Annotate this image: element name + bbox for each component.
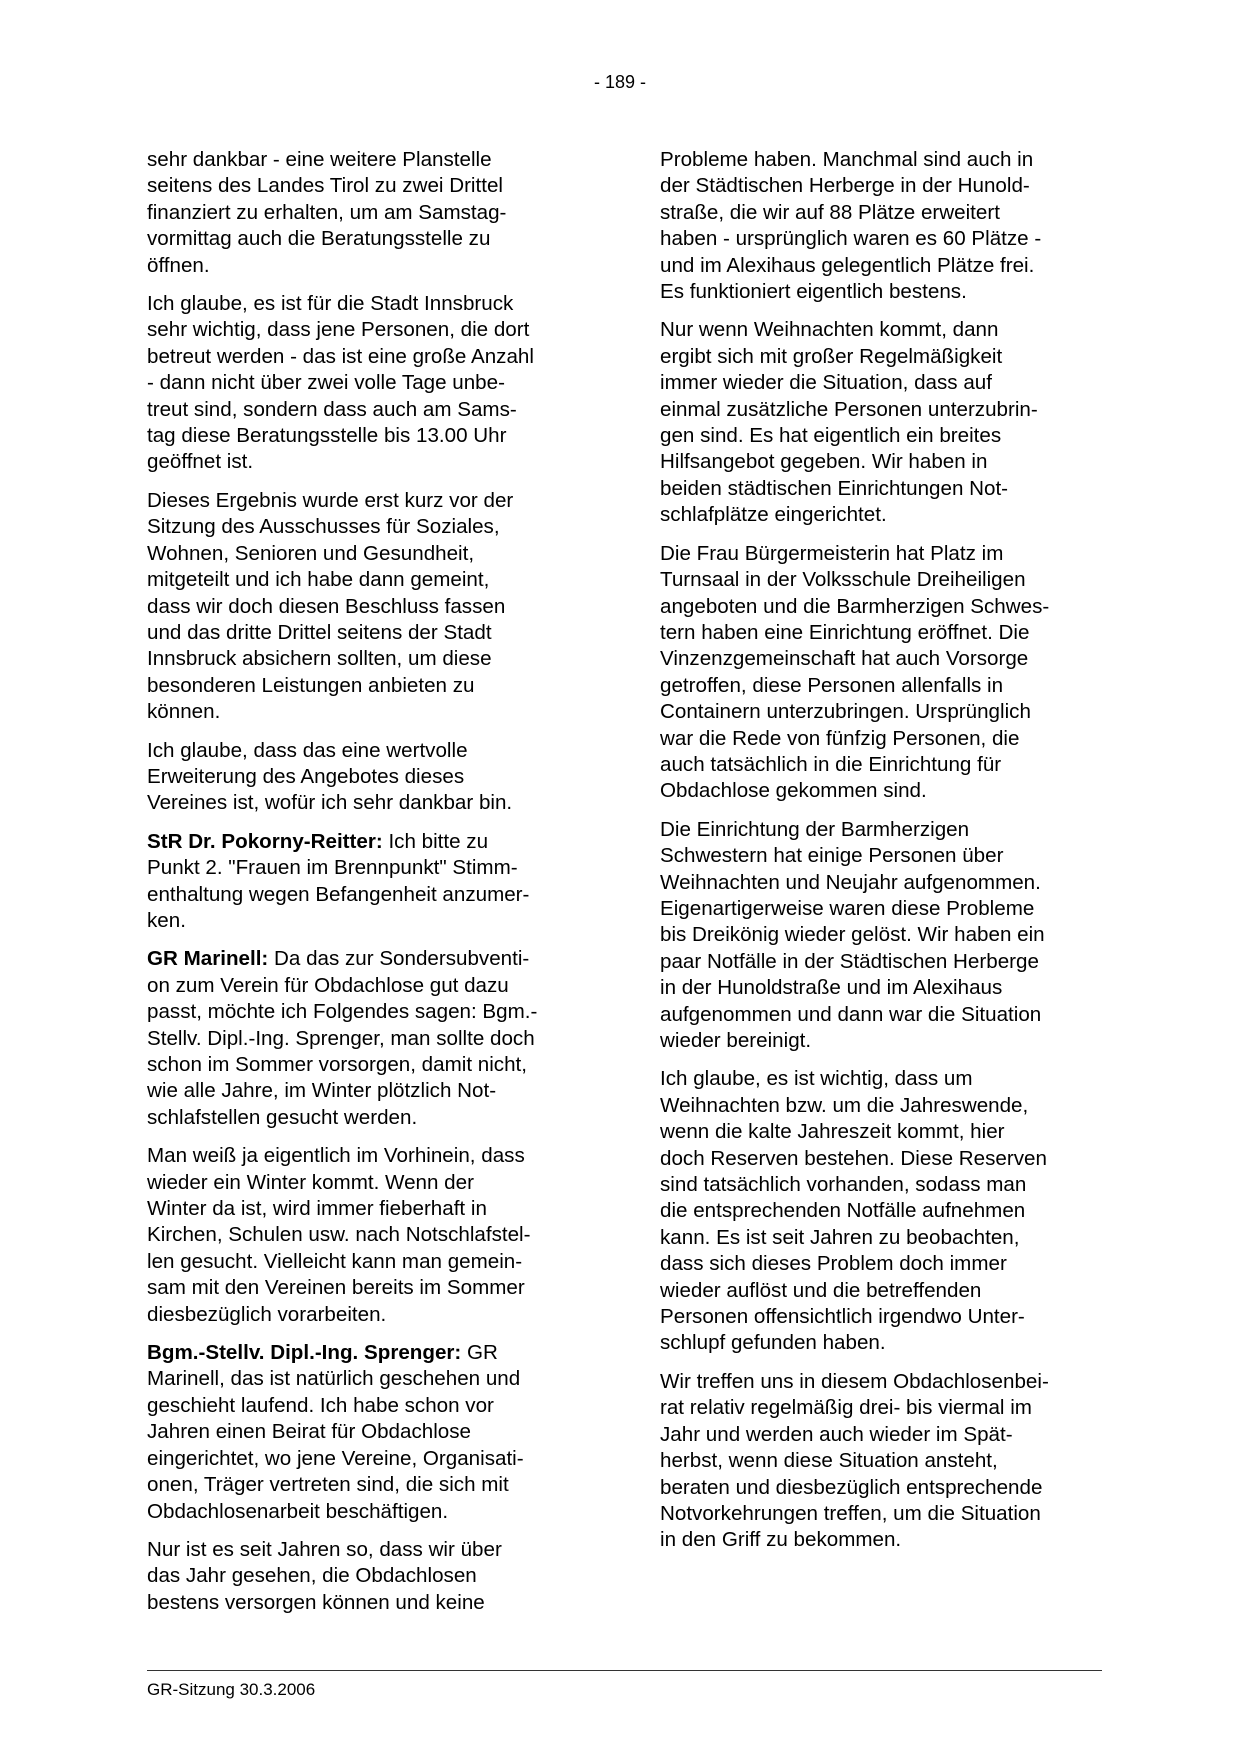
speaker-name: Bgm.-Stellv. Dipl.-Ing. Sprenger: bbox=[147, 1341, 462, 1365]
paragraph: Wir treffen uns in diesem Obdachlosenbei- rat relativ regelmäßig drei- bis viermal im Jahr und werden auch wieder im Spät- herbst, wenn diese Situation ansteht, beraten und diesbezüglich entsprechende Notvorkehrungen treffen, um die Situation in den Griff zu bekommen. bbox=[660, 1369, 1049, 1552]
speaker-paragraph: Bgm.-Stellv. Dipl.-Ing. Sprenger: GR Marinell, das ist natürlich geschehen und geschieht laufend. Ich habe schon vor Jahren einen Beirat für Obdachlose eingerichtet, wo jene Vereine, Organisati- onen, Träger vertreten sind, die sich mit Obdachlosenarbeit beschäftigen. bbox=[147, 1341, 524, 1523]
paragraph: Die Frau Bürgermeisterin hat Platz im Turnsaal in der Volksschule Dreiheiligen angeboten und die Barmherzigen Schwes- tern haben eine Einrichtung eröffnet. Die Vinzenzgemeinschaft hat auch Vorsorge getroffen, diese Personen allenfalls in Containern unterzubringen. Ursprünglich war die Rede von fünfzig Personen, die auch tatsächlich in die Einrichtung für Obdachlose gekommen sind. bbox=[660, 541, 1050, 803]
left-column bbox=[147, 147, 587, 1616]
speaker-paragraph: GR Marinell: Da das zur Sondersubventi- on zum Verein für Obdachlose gut dazu passt, möchte ich Folgendes sagen: Bgm.- Stellv. Dipl.-Ing. Sprenger, man sollte doch schon im Sommer vorsorgen, damit nicht, wie alle Jahre, im Winter plötzlich Not- schlafstellen gesucht werden. bbox=[147, 947, 538, 1129]
speaker-name: StR Dr. Pokorny-Reitter: bbox=[147, 829, 383, 853]
page-number: - 189 - bbox=[593, 72, 647, 92]
footer-text: GR-Sitzung 30.3.2006 bbox=[147, 1680, 316, 1699]
right-column bbox=[660, 147, 1100, 1554]
paragraph: Nur ist es seit Jahren so, dass wir über das Jahr gesehen, die Obdachlosen bestens versorgen können und keine bbox=[147, 1537, 502, 1614]
speaker-name: GR Marinell: bbox=[147, 947, 269, 971]
paragraph: Probleme haben. Manchmal sind auch in der Städtischen Herberge in der Hunold- straße, die wir auf 88 Plätze erweitert haben - ursprünglich waren es 60 Plätze - und im Alexihaus gelegentlich Plätze frei. Es funktioniert eigentlich bestens. bbox=[660, 148, 1042, 304]
paragraph: Die Einrichtung der Barmherzigen Schwestern hat einige Personen über Weihnachten und Neujahr aufgenommen. Eigenartigerweise waren diese Probleme bis Dreikönig wieder gelöst. Wir haben ein paar Notfälle in der Städtischen Herberge in der Hunoldstraße und im Alexihaus aufgenommen und dann war die Situation wieder bereinigt. bbox=[660, 817, 1045, 1052]
paragraph: Nur wenn Weihnachten kommt, dann ergibt sich mit großer Regelmäßigkeit immer wieder die Situation, dass auf einmal zusätzliche Personen unterzubrin- gen sind. Es hat eigentlich ein breites Hilfsangebot gegeben. Wir haben in beiden städtischen Einrichtungen Not- schlafplätze eingerichtet. bbox=[660, 318, 1038, 527]
paragraph: Ich glaube, dass das eine wertvolle Erweiterung des Angebotes dieses Vereines ist, wofür ich sehr dankbar bin. bbox=[147, 738, 513, 815]
paragraph: Man weiß ja eigentlich im Vorhinein, dass wieder ein Winter kommt. Wenn der Winter da ist, wird immer fieberhaft in Kirchen, Schulen usw. nach Notschlafstel- len gesucht. Vielleicht kann man gemein- sam mit den Vereinen bereits im Sommer diesbezüglich vorarbeiten. bbox=[147, 1144, 531, 1326]
paragraph: Ich glaube, es ist wichtig, dass um Weihnachten bzw. um die Jahreswende, wenn die kalte Jahreszeit kommt, hier doch Reserven bestehen. Diese Reserven sind tatsächlich vorhanden, sodass man die entsprechenden Notfälle aufnehmen kann. Es ist seit Jahren zu beobachten, dass sich dieses Problem doch immer wieder auflöst und die betreffenden Personen offensichtlich irgendwo Unter- schlupf gefunden haben. bbox=[660, 1067, 1047, 1355]
speaker-paragraph: StR Dr. Pokorny-Reitter: Ich bitte zu Punkt 2. "Frauen im Brennpunkt" Stimm- enthaltung wegen Befangenheit anzumer- ken. bbox=[147, 829, 530, 932]
footer-divider bbox=[147, 1670, 1102, 1671]
paragraph: Ich glaube, es ist für die Stadt Innsbruck sehr wichtig, dass jene Personen, die dort betreut werden - das ist eine große Anzahl - dann nicht über zwei volle Tage unbe- treut sind, sondern dass auch am Sams- tag diese Beratungsstelle bis 13.00 Uhr geöffnet ist. bbox=[147, 292, 534, 474]
paragraph: sehr dankbar - eine weitere Planstelle seitens des Landes Tirol zu zwei Drittel finanziert zu erhalten, um am Samstag- vormittag auch die Beratungsstelle zu öffnen. bbox=[147, 148, 507, 277]
paragraph: Dieses Ergebnis wurde erst kurz vor der Sitzung des Ausschusses für Soziales, Wohnen, Senioren und Gesundheit, mitgeteilt und ich habe dann gemeint, dass wir doch diesen Beschluss fassen und das dritte Drittel seitens der Stadt Innsbruck absichern sollten, um diese besonderen Leistungen anbieten zu können. bbox=[147, 488, 514, 724]
